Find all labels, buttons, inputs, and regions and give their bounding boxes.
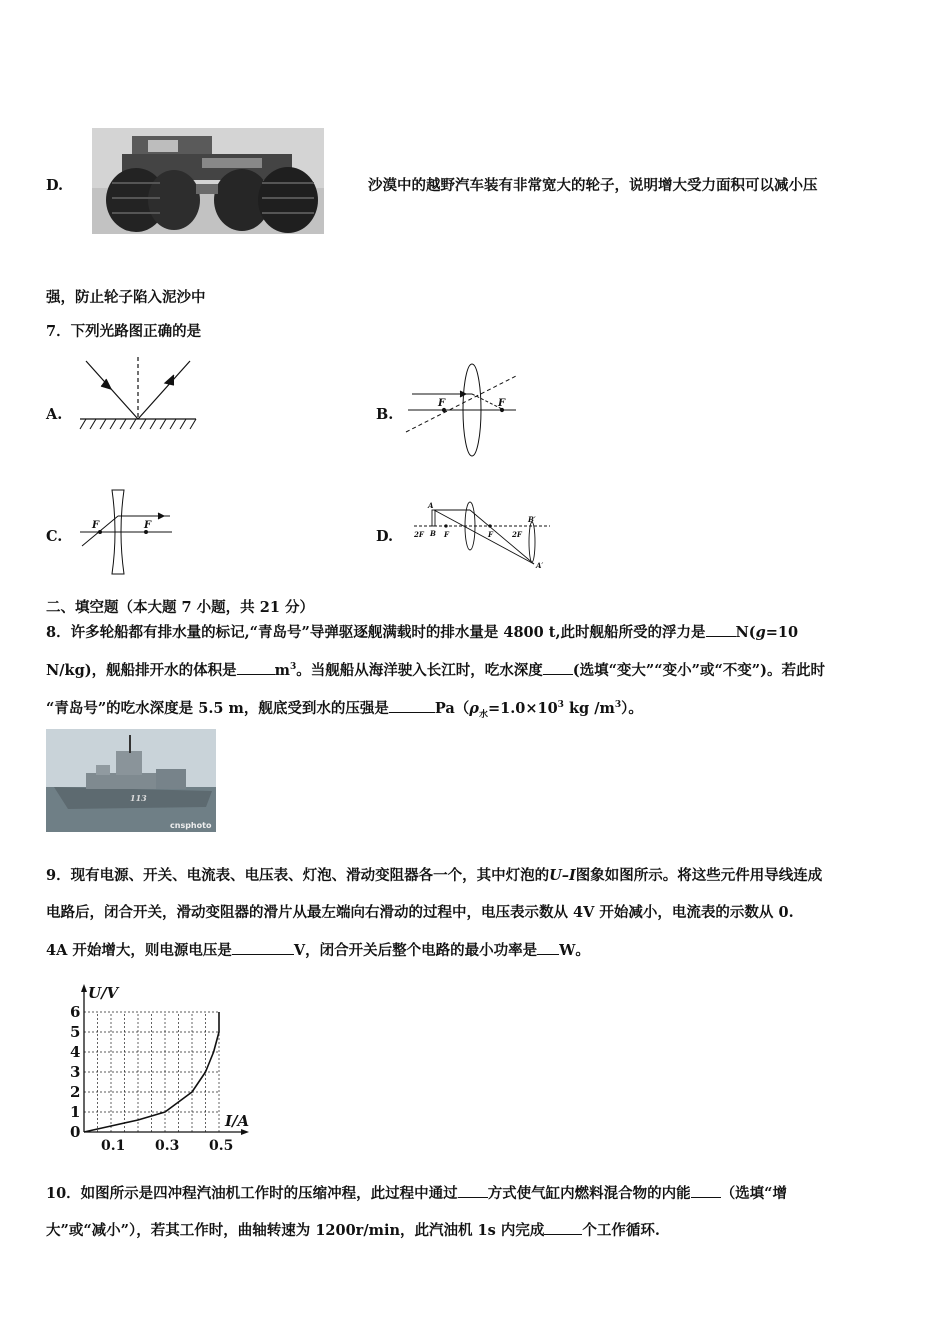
y-tick-label: 1 <box>70 1103 81 1121</box>
y-tick-label: 3 <box>70 1063 81 1081</box>
x-tick-label: 0.5 <box>209 1138 234 1154</box>
x-axis-label: I/A <box>225 1112 250 1130</box>
q7-option-d-label: D. <box>376 528 394 545</box>
q8-line3: “青岛号”的吃水深度是 5.5 m，舰底受到水的压强是 $Pa(\rho_水=1.0\times 10^3$ kg $/m^3$）。 <box>46 700 643 720</box>
q7-option-a-label: A. <box>46 406 63 423</box>
focus-label-left: F <box>438 398 446 409</box>
image-a-prime-label: A′ <box>536 561 544 570</box>
photo-watermark: cnsphoto <box>170 821 212 830</box>
q7-option-b-label: B. <box>376 406 394 423</box>
origin-label: 0 <box>70 1123 81 1141</box>
q10-line2: 大”或“减小”），若其工作时，曲轴转速为 1200r/min，此汽油机 1s 内完成 个工作循环. <box>46 1222 660 1239</box>
focus-label-right: F <box>144 520 152 531</box>
hull-number: 113 <box>130 793 147 803</box>
option-d-label: D. <box>46 177 64 194</box>
convex-lens-diagram <box>400 360 520 460</box>
destroyer-ship-photo <box>46 729 216 832</box>
ui-graph <box>60 980 270 1155</box>
image-b-prime-label: B′ <box>528 515 536 524</box>
concave-lens-diagram <box>78 488 174 576</box>
q9-line2: 电路后，闭合开关，滑动变阻器的滑片从最左端向右滑动的过程中，电压表示数从 4V 开始减小，电流表的示数从 0. <box>46 904 794 921</box>
y-tick-label: 2 <box>70 1083 81 1101</box>
point-b-label: B <box>430 529 436 538</box>
focus-label-right: F <box>498 398 506 409</box>
option-d-text-line2: 强，防止轮子陷入泥沙中 <box>46 289 206 306</box>
y-axis-label: U/V <box>88 984 119 1002</box>
offroad-truck-photo <box>92 128 324 238</box>
y-tick-label: 6 <box>70 1003 81 1021</box>
q8-line1: 8．许多轮船都有排水量的标记,“青岛号”导弹驱逐舰满载时的排水量是 4800 t,此时舰船所受的浮力是 N(g=10 <box>46 624 799 641</box>
point-a-label: A <box>428 501 434 510</box>
y-tick-label: 4 <box>70 1043 81 1061</box>
q8-line2: N/kg)，舰船排开水的体积是 $m^3$。当舰船从海洋驶入长江时，吃水深度 (选填“变大”“变小”或“不变”)。若此时 <box>46 662 825 679</box>
focus-left-label: F <box>444 530 449 539</box>
reflection-diagram <box>78 355 198 433</box>
lens-image-formation-diagram <box>412 498 552 574</box>
x-tick-label: 0.1 <box>101 1138 126 1154</box>
two-f-left-label: 2F <box>414 530 424 539</box>
option-d-text-line1: 沙漠中的越野汽车装有非常宽大的轮子，说明增大受力面积可以减小压 <box>368 177 818 194</box>
q7-option-c-label: C. <box>46 528 63 545</box>
section-heading: 二、填空题（本大题 7 小题，共 21 分） <box>46 599 314 616</box>
focus-right-label: F <box>488 530 493 539</box>
q9-line1: 9．现有电源、开关、电流表、电压表、灯泡、滑动变阻器各一个，其中灯泡的U–I图象如图所示。将这些元件用导线连成 <box>46 867 823 884</box>
q10-line1: 10．如图所示是四冲程汽油机工作时的压缩冲程，此过程中通过 方式使气缸内燃料混合物的内能 （选填“增 <box>46 1185 788 1202</box>
focus-label-left: F <box>92 520 100 531</box>
two-f-right-label: 2F <box>512 530 522 539</box>
y-axis-arrow <box>81 984 87 992</box>
y-tick-label: 5 <box>70 1023 81 1041</box>
q7-stem: 7．下列光路图正确的是 <box>46 323 202 340</box>
x-tick-label: 0.3 <box>155 1138 180 1154</box>
q9-line3: 4A 开始增大，则电源电压是 V，闭合开关后整个电路的最小功率是 W。 <box>46 942 590 959</box>
